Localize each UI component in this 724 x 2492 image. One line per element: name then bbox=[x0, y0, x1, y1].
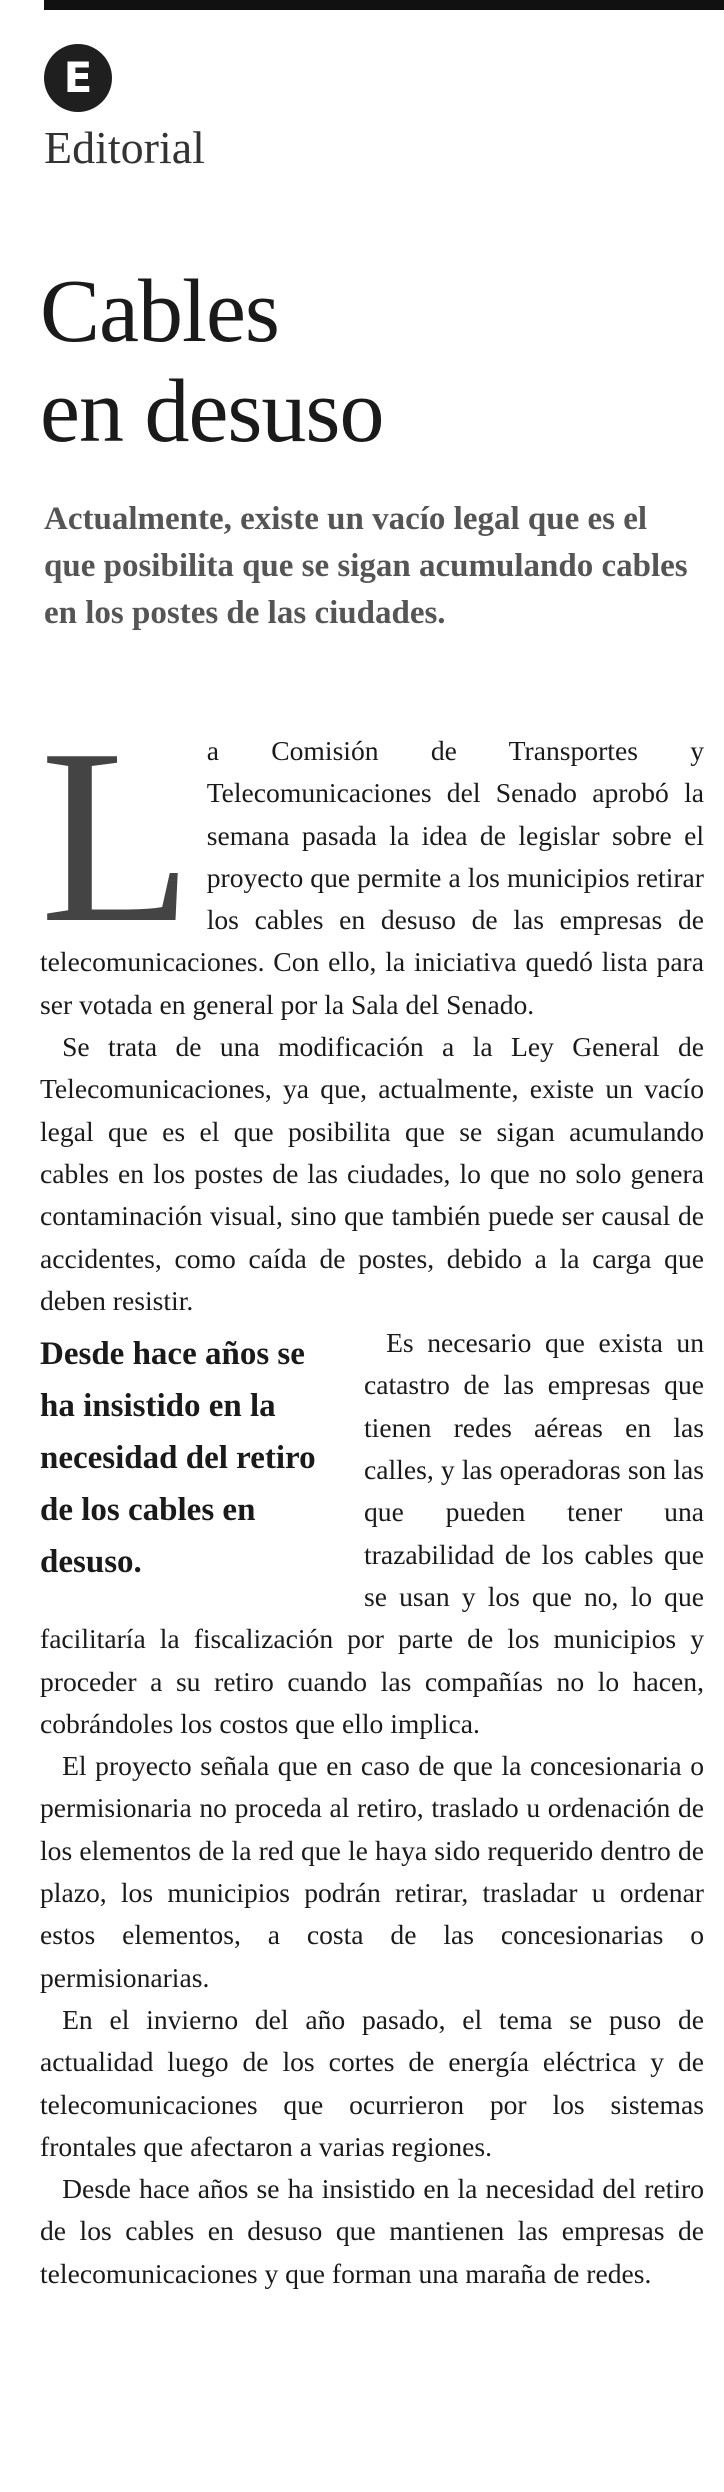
article-body bbox=[40, 698, 704, 2295]
article-title bbox=[40, 262, 700, 462]
paragraph-6: Desde hace años se ha insistido en la necesidad del retiro de los cables en desuso que mantienen las empresas de telecomunicaciones y que forman una maraña de redes. bbox=[40, 2173, 704, 2289]
paragraph-3 bbox=[40, 1322, 704, 1745]
title-line-2: en desuso bbox=[40, 362, 384, 461]
section-label: Editorial bbox=[44, 122, 205, 173]
title-line-1: Cables bbox=[40, 262, 279, 361]
paragraph-1-text: a Comisión de Transportes y Telecomunicaciones del Senado aprobó la semana pasada la idea de legislar sobre el proyecto que permite a los municipios retirar los cables en desuso de las empresas de telecomunicaciones. Con ello, la iniciativa quedó lista para ser votada en general por la Sala del Senado. bbox=[40, 735, 704, 1020]
paragraph-4: El proyecto señala que en caso de que la concesionaria o permisionaria no proceda al retiro, traslado u ordenación de los elementos de la red que le haya sido requerido dentro de plazo, los municipios podrán retirar, trasladar u ordenar estos elementos, a costa de las concesionarias o permisionarias. bbox=[40, 1750, 704, 1993]
article-lead: Actualmente, existe un vacío legal que es el que posibilita que se sigan acumulando cables en los postes de las ciudades. bbox=[44, 501, 688, 631]
pull-quote: Desde hace años se ha insistido en la necesidad del retiro de los cables en desuso. bbox=[40, 1336, 316, 1581]
paragraph-3-text: Es necesario que exista un catastro de las empresas que tienen redes aéreas en las calles, y las operadoras son las que pueden tener una trazabilidad de los cables que se usan y los que no, lo que facilitaría la fiscalización por parte de los municipios y proceder a su retiro cuando las compañías no lo hacen, cobrándoles los costos que ello implica. bbox=[40, 1327, 704, 1739]
paragraph-2: Se trata de una modificación a la Ley General de Telecomunicaciones, ya que, actualmente, existe un vacío legal que es el que posibilita que se sigan acumulando cables en los postes de las ciudades, lo que no solo genera contaminación visual, sino que también puede ser causal de accidentes, como caída de postes, debido a la carga que deben resistir. bbox=[40, 1031, 704, 1316]
editorial-badge-icon: E bbox=[44, 44, 112, 112]
paragraph-5: En el invierno del año pasado, el tema se puso de actualidad luego de los cortes de energía eléctrica y de telecomunicaciones que ocurrieron por los sistemas frontales que afectaron a varias regiones. bbox=[40, 2003, 704, 2162]
top-rule bbox=[44, 0, 724, 10]
drop-cap: L bbox=[40, 698, 193, 975]
paragraph-1 bbox=[40, 698, 704, 1026]
